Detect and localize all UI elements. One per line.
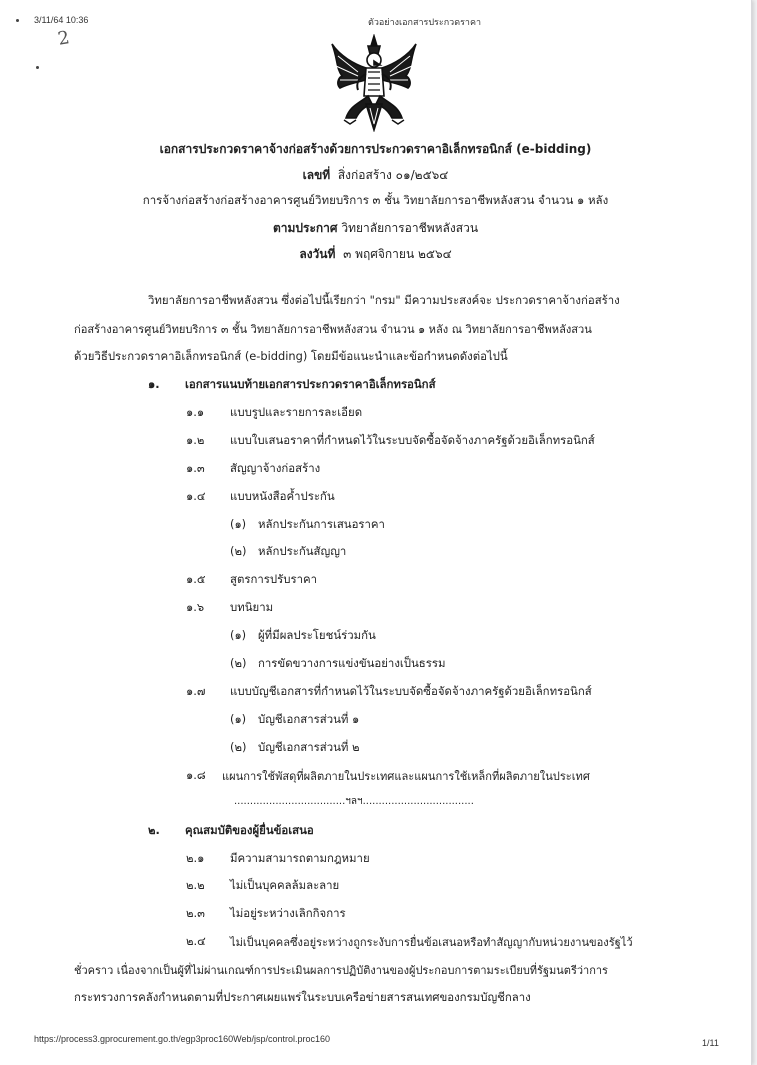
item-text: สัญญาจ้างก่อสร้าง: [230, 461, 321, 475]
subitem-number: (๒): [230, 544, 247, 558]
section-2-number: ๒.: [148, 823, 160, 837]
project-title: การจ้างก่อสร้างก่อสร้างอาคารศูนย์วิทยบริการ ๓ ชั้น วิทยาลัยการอาชีพหลังสวน จำนวน ๑ หลัง: [142, 193, 609, 207]
subitem-text: การขัดขวางการแข่งขันอย่างเป็นธรรม: [258, 656, 446, 670]
intro-line-1: วิทยาลัยการอาชีพหลังสวน ซึ่งต่อไปนี้เรียกว่า "กรม" มีความประสงค์จะ ประกวดราคาจ้างก่อสร้าง: [148, 293, 620, 307]
subitem-text: หลักประกันการเสนอราคา: [258, 517, 385, 531]
item-number: ๒.๒: [186, 878, 205, 892]
item-text: แบบหนังสือค้ำประกัน: [230, 489, 335, 503]
item-text: แผนการใช้พัสดุที่ผลิตภายในประเทศและแผนการใช้เหล็กที่ผลิตภายในประเทศ: [222, 770, 590, 783]
subitem-text: หลักประกันสัญญา: [258, 544, 347, 558]
subitem-text: บัญชีเอกสารส่วนที่ ๒: [258, 740, 360, 754]
item-number: ๑.๘: [186, 768, 206, 782]
date-line: [0, 245, 751, 264]
item-text: สูตรการปรับราคา: [230, 572, 317, 586]
announcement-label: ตามประกาศ: [272, 221, 338, 235]
subitem-text: บัญชีเอกสารส่วนที่ ๑: [258, 712, 360, 726]
subitem-number: (๑): [230, 517, 247, 531]
footer-url: https://process3.gprocurement.go.th/egp3proc160Web/jsp/control.proc160: [34, 1034, 331, 1044]
item-number: ๒.๑: [186, 851, 205, 865]
section-1-heading: เอกสารแนบท้ายเอกสารประกวดราคาอิเล็กทรอนิกส์: [185, 377, 436, 391]
document-label: ตัวอย่างเอกสารประกวดราคา: [368, 17, 482, 27]
item-number: ๑.๓: [186, 461, 205, 475]
continuation-line-1: ชั่วคราว เนื่องจากเป็นผู้ที่ไม่ผ่านเกณฑ์การประเมินผลการปฏิบัติงานของผู้ประกอบการตามระเบียบที่รัฐมนตรีว่าการ: [74, 964, 608, 977]
section-1-number: ๑.: [148, 377, 160, 391]
item-text: ไม่เป็นบุคคลล้มละลาย: [230, 878, 340, 892]
handwritten-mark: 2: [56, 27, 72, 50]
etc-line: ...................................ฯลฯ...................................: [234, 796, 474, 807]
number-value: สิ่งก่อสร้าง ๐๑/๒๕๖๔: [337, 168, 449, 182]
item-number: ๑.๑: [186, 405, 205, 419]
item-number: ๑.๗: [186, 684, 206, 698]
intro-line-2: ก่อสร้างอาคารศูนย์วิทยบริการ ๓ ชั้น วิทยาลัยการอาชีพหลังสวน จำนวน ๑ หลัง ณ วิทยาลัยการอาชีพหลังสวน: [74, 323, 592, 336]
subitem-number: (๑): [230, 628, 247, 642]
item-text: มีความสามารถตามกฎหมาย: [230, 851, 370, 865]
title-part-a: เอกสารประกวดราคาจ้างก่อสร้าง: [159, 142, 330, 156]
item-number: ๑.๖: [186, 600, 205, 614]
item-text: แบบบัญชีเอกสารที่กำหนดไว้ในระบบจัดซื้อจัดจ้างภาครัฐด้วยอิเล็กทรอนิกส์: [230, 684, 592, 698]
subitem-number: (๒): [230, 740, 247, 754]
item-number: ๒.๔: [186, 934, 206, 948]
announcement-value: วิทยาลัยการอาชีพหลังสวน: [341, 221, 479, 235]
section-2-heading: คุณสมบัติของผู้ยื่นข้อเสนอ: [185, 823, 314, 837]
continuation-line-2: กระทรวงการคลังกำหนดตามที่ประกาศเผยแพร่ในระบบเครือข่ายสารสนเทศของกรมบัญชีกลาง: [74, 990, 531, 1004]
item-text: แบบรูปและรายการละเอียด: [230, 405, 363, 419]
subitem-number: (๒): [230, 656, 247, 670]
document-title: [0, 140, 751, 159]
page-number: 1/11: [702, 1038, 719, 1048]
item-number: ๒.๓: [186, 906, 205, 920]
item-text: แบบใบเสนอราคาที่กำหนดไว้ในระบบจัดซื้อจัดจ้างภาครัฐด้วยอิเล็กทรอนิกส์: [230, 433, 595, 447]
item-number: ๑.๔: [186, 489, 206, 503]
scan-dot: [36, 66, 39, 69]
item-number: ๑.๒: [186, 433, 205, 447]
intro-line-3: ด้วยวิธีประกวดราคาอิเล็กทรอนิกส์ (e-bidding) โดยมีข้อแนะนำและข้อกำหนดดังต่อไปนี้: [74, 349, 508, 363]
print-datetime: 3/11/64 10:36: [34, 15, 89, 25]
item-text: ไม่เป็นบุคคลซึ่งอยู่ระหว่างถูกระงับการยื่นข้อเสนอหรือทำสัญญากับหน่วยงานของรัฐไว้: [230, 936, 633, 949]
announcement-line: [0, 219, 751, 238]
date-value: ๓ พฤศจิกายน ๒๕๖๔: [343, 247, 452, 261]
scan-dot: [16, 19, 19, 22]
item-text: บทนิยาม: [230, 600, 274, 614]
garuda-emblem-icon: [328, 34, 420, 132]
number-label: เลขที่: [302, 168, 331, 182]
subitem-text: ผู้ที่มีผลประโยชน์ร่วมกัน: [258, 628, 376, 642]
title-part-b: ด้วยการประกวดราคาอิเล็กทรอนิกส์ (e-bidding): [329, 142, 592, 156]
item-number: ๑.๕: [186, 572, 206, 586]
item-text: ไม่อยู่ระหว่างเลิกกิจการ: [230, 906, 346, 920]
date-label: ลงวันที่: [299, 247, 336, 261]
subitem-number: (๑): [230, 712, 247, 726]
document-number: [0, 166, 751, 185]
